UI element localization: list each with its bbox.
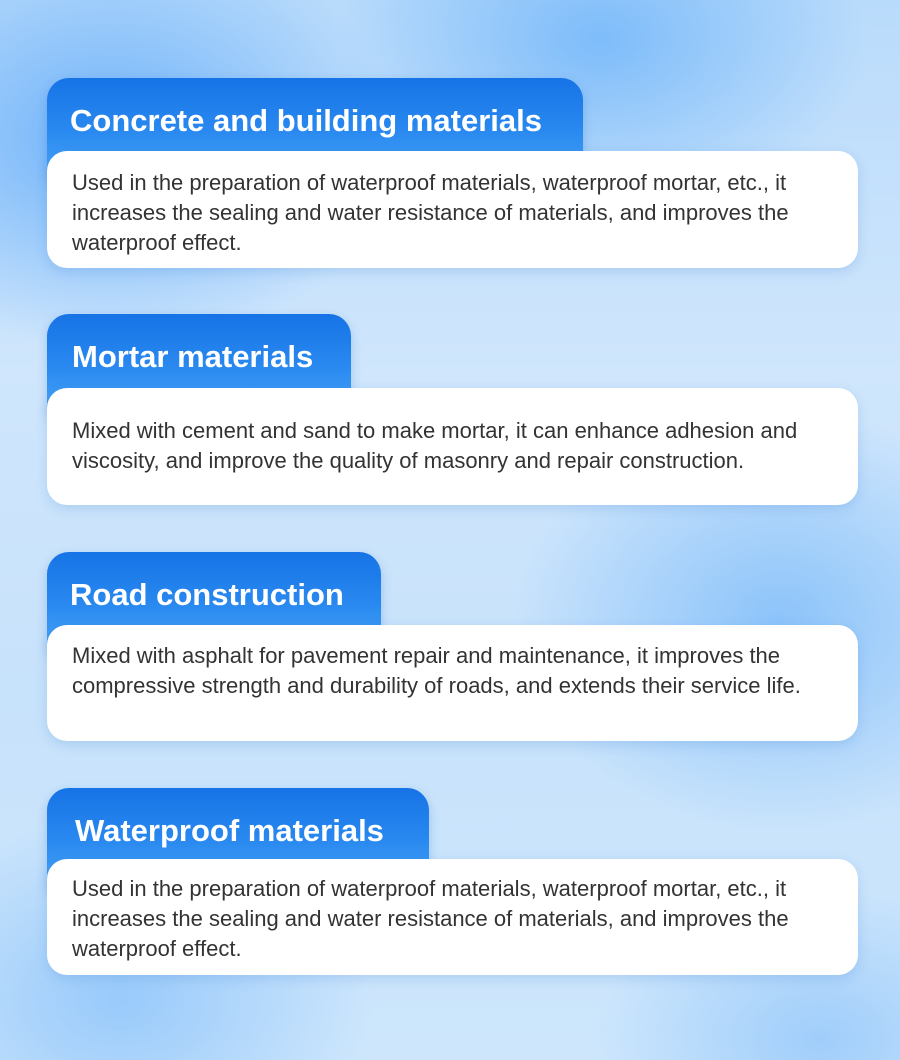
section-card-waterproof <box>47 788 858 975</box>
section-title: Concrete and building materials <box>70 103 542 138</box>
section-panel <box>47 625 858 741</box>
section-title: Waterproof materials <box>75 813 384 848</box>
section-panel <box>47 859 858 975</box>
section-panel <box>47 151 858 268</box>
section-panel <box>47 388 858 505</box>
section-card-mortar <box>47 314 858 505</box>
section-title: Road construction <box>70 577 344 612</box>
section-description: Used in the preparation of waterproof materials, waterproof mortar, etc., it increases the sealing and water resistance of materials, and improves the waterproof effect. <box>72 876 789 961</box>
section-description: Mixed with asphalt for pavement repair and maintenance, it improves the compressive strength and durability of roads, and extends their service life. <box>72 643 801 698</box>
section-card-road <box>47 552 858 741</box>
section-title: Mortar materials <box>72 339 314 374</box>
section-description: Used in the preparation of waterproof materials, waterproof mortar, etc., it increases the sealing and water resistance of materials, and improves the waterproof effect. <box>72 170 789 255</box>
section-description: Mixed with cement and sand to make mortar, it can enhance adhesion and viscosity, and improve the quality of masonry and repair construction. <box>72 418 798 473</box>
section-card-concrete <box>47 78 858 268</box>
